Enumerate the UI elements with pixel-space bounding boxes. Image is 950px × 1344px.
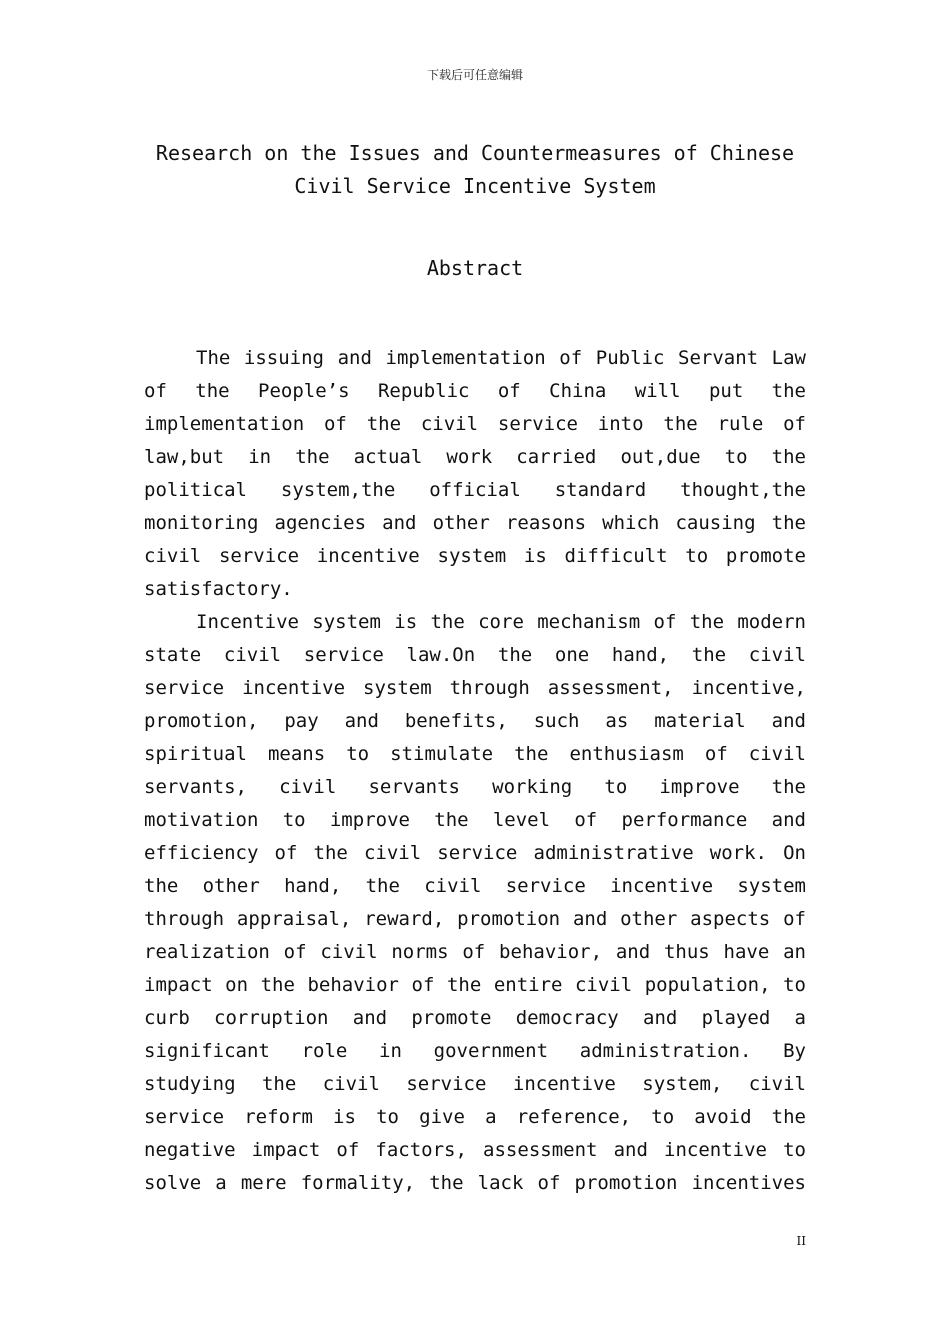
paragraph-2-line: negative impact of factors, assessment and incentive to	[144, 1139, 806, 1161]
paragraph-1-line: law,but in the actual work carried out,due to the	[144, 446, 806, 468]
paragraph-2-line: impact on the behavior of the entire civil population, to	[144, 974, 806, 996]
paragraph-2-line: realization of civil norms of behavior, and thus have an	[144, 941, 806, 963]
title-line-1: Research on the Issues and Countermeasures of Chinese	[155, 141, 795, 165]
paragraph-1-line: implementation of the civil service into the rule of	[144, 413, 806, 435]
paragraph-2-line: service incentive system through assessment, incentive,	[144, 677, 806, 699]
paragraph-2-line: motivation to improve the level of performance and	[144, 809, 806, 831]
paragraph-2-line: solve a mere formality, the lack of promotion incentives	[144, 1172, 806, 1194]
paragraph-2-line: state civil service law.On the one hand, the civil	[144, 644, 806, 666]
paragraph-2-line: efficiency of the civil service administrative work. On	[144, 842, 806, 864]
document-title	[100, 137, 850, 203]
paragraph-2-line: studying the civil service incentive system, civil	[144, 1073, 806, 1095]
paragraph-2-line: through appraisal, reward, promotion and other aspects of	[144, 908, 806, 930]
paragraph-2-line: servants, civil servants working to improve the	[144, 776, 806, 798]
paragraph-2-line: curb corruption and promote democracy and played a	[144, 1007, 806, 1029]
paragraph-1-line: monitoring agencies and other reasons which causing the	[144, 512, 806, 534]
paragraph-1-line: civil service incentive system is difficult to promote	[144, 545, 806, 567]
paragraph-1-line: political system,the official standard thought,the	[144, 479, 806, 501]
abstract-heading: Abstract	[426, 256, 524, 280]
abstract-body	[144, 342, 806, 1200]
title-line-2: Civil Service Incentive System	[294, 174, 656, 198]
paragraph-1-line: satisfactory.	[144, 578, 293, 600]
paragraph-1-line: of the People’s Republic of China will put the	[144, 380, 806, 402]
paragraph-2-line: the other hand, the civil service incentive system	[144, 875, 806, 897]
paragraph-2-line: service reform is to give a reference, to avoid the	[144, 1106, 806, 1128]
page-number: II	[796, 1234, 806, 1248]
page-header: 下载后可任意编辑	[426, 68, 523, 82]
paragraph-2-line: Incentive system is the core mechanism of the modern	[196, 611, 806, 633]
paragraph-2-line: spiritual means to stimulate the enthusiasm of civil	[144, 743, 806, 765]
paragraph-2-line: promotion, pay and benefits, such as material and	[144, 710, 806, 732]
paragraph-2-line: significant role in government administration. By	[144, 1040, 806, 1062]
paragraph-1-line: The issuing and implementation of Public Servant Law	[196, 347, 806, 369]
